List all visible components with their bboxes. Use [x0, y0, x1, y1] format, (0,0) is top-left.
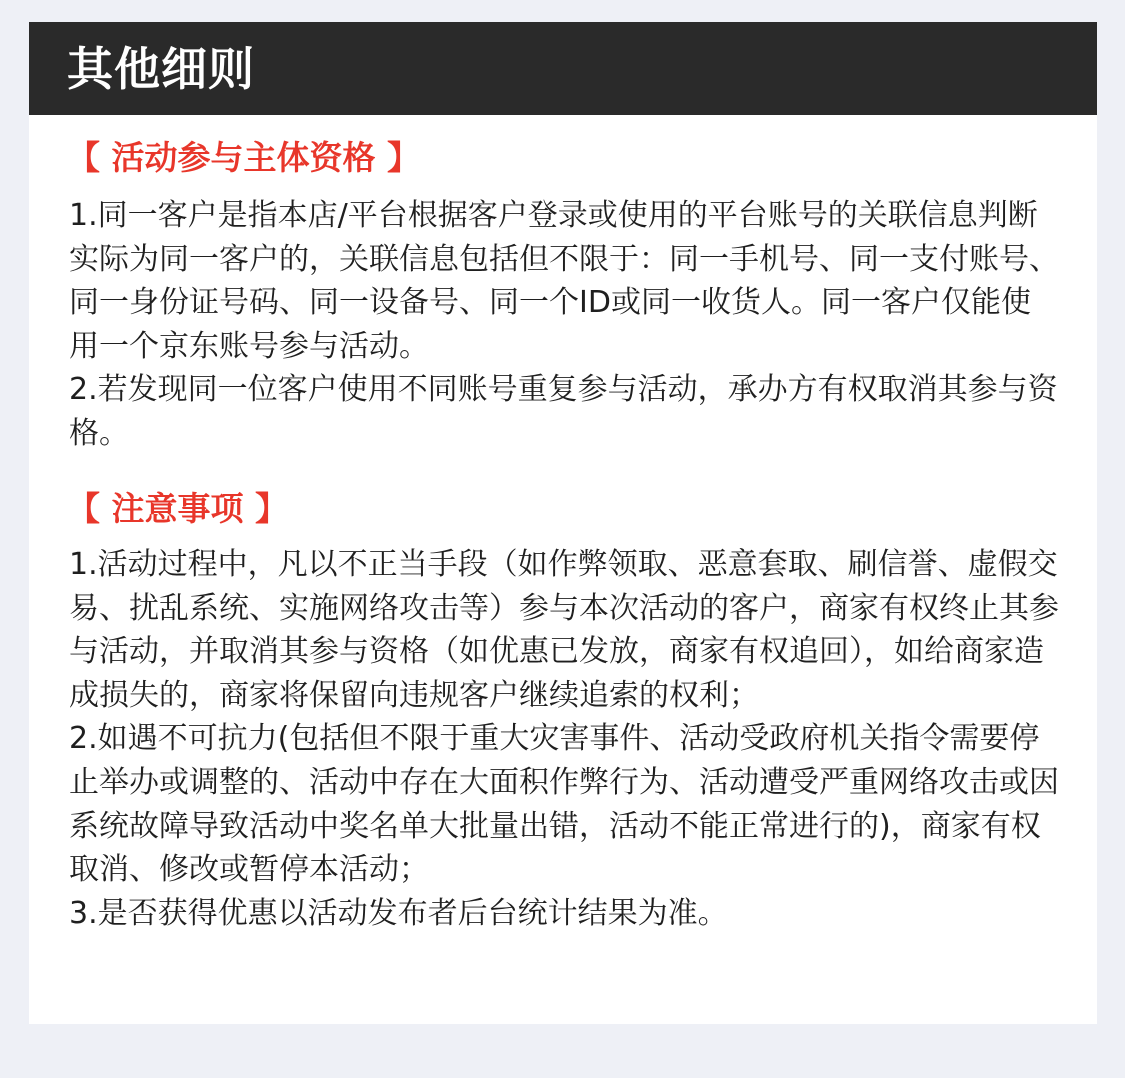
section-title-eligibility: 【 活动参与主体资格 】	[67, 138, 420, 177]
section-title-notes: 【 注意事项 】	[67, 489, 288, 528]
eligibility-rule-1: 1.同一客户是指本店/平台根据客户登录或使用的平台账号的关联信息判断实际为同一客户的，关联信息包括但不限于：同一手机号、同一支付账号、同一身份证号码、同一设备号、同一个ID或同一收货人。同一客户仅能使用一个京东账号参与活动。	[69, 198, 1059, 364]
notes-rule-2: 2.如遇不可抗力(包括但不限于重大灾害事件、活动受政府机关指令需要停止举办或调整的、活动中存在大面积作弊行为、活动遭受严重网络攻击或因系统故障导致活动中奖名单大批量出错，活动不能正常进行的)，商家有权取消、修改或暂停本活动；	[69, 721, 1059, 888]
rules-card	[29, 22, 1097, 1024]
section-body-eligibility	[69, 194, 1059, 456]
notes-rule-3: 3.是否获得优惠以活动发布者后台统计结果为准。	[69, 895, 728, 931]
notes-rule-1: 1.活动过程中，凡以不正当手段（如作弊领取、恶意套取、刷信誉、虚假交易、扰乱系统、实施网络攻击等）参与本次活动的客户，商家有权终止其参与活动，并取消其参与资格（如优惠已发放，商家有权追回），如给商家造成损失的，商家将保留向违规客户继续追索的权利；	[69, 547, 1059, 713]
header-bar	[29, 22, 1097, 115]
page-title: 其他细则	[67, 42, 255, 96]
eligibility-rule-2: 2.若发现同一位客户使用不同账号重复参与活动，承办方有权取消其参与资格。	[69, 372, 1058, 451]
section-body-notes	[69, 543, 1059, 935]
